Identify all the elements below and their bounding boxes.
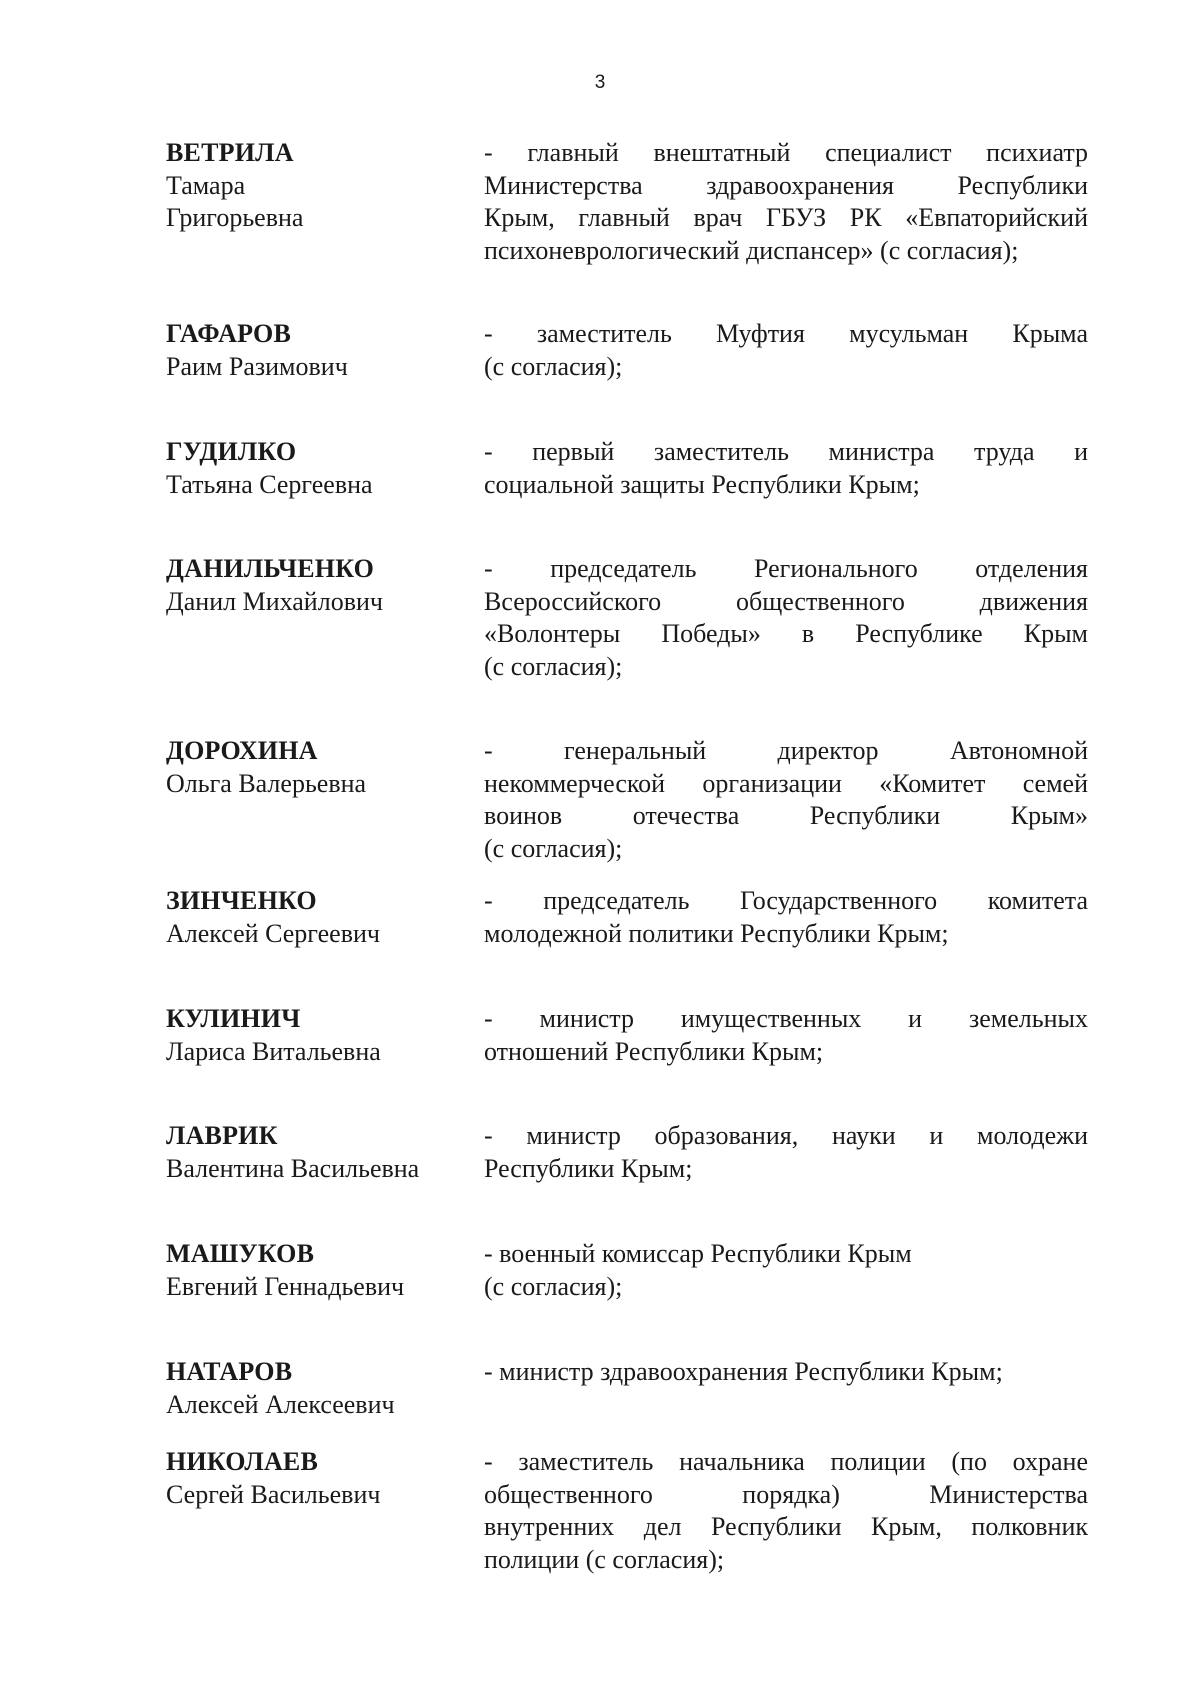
member-given-name: Раим Разимович — [166, 351, 348, 381]
member-name — [166, 137, 484, 267]
member-surname: ЗИНЧЕНКО — [166, 886, 317, 915]
member-entry — [166, 1446, 1096, 1576]
member-given-name: Ольга Валерьевна — [166, 768, 367, 798]
role-line: - председатель Регионального отделения — [484, 554, 1088, 583]
member-given-name: Алексей Алексеевич — [166, 1389, 395, 1419]
member-name — [166, 735, 484, 865]
role-line: - заместитель Муфтия мусульман Крыма — [484, 319, 1088, 348]
member-role — [484, 1120, 1088, 1185]
member-name — [166, 553, 484, 683]
role-line: молодежной политики Республики Крым; — [484, 918, 949, 948]
member-given-name: Сергей Васильевич — [166, 1479, 381, 1509]
role-line: внутренних дел Республики Крым, полковник — [484, 1512, 1088, 1541]
role-line: воинов отечества Республики Крым» — [484, 801, 1088, 830]
role-line: общественного порядка) Министерства — [484, 1479, 1088, 1509]
member-entry — [166, 1120, 1096, 1185]
member-role — [484, 137, 1088, 267]
member-surname: МАШУКОВ — [166, 1239, 315, 1268]
role-line: - главный внештатный специалист психиатр — [484, 138, 1088, 167]
member-surname: ДОРОХИНА — [166, 736, 318, 765]
member-role — [484, 1238, 1088, 1303]
member-given-name: Алексей Сергеевич — [166, 918, 380, 948]
role-line: психоневрологический диспансер» (с согласия); — [484, 235, 1019, 265]
member-role — [484, 735, 1088, 865]
role-line: - заместитель начальника полиции (по охране — [484, 1447, 1088, 1476]
member-entry — [166, 885, 1096, 950]
member-role — [484, 436, 1088, 501]
member-surname: НАТАРОВ — [166, 1357, 293, 1386]
role-line: Министерства здравоохранения Республики — [484, 170, 1088, 200]
member-given-name: Лариса Витальевна — [166, 1036, 381, 1066]
role-line: - министр имущественных и земельных — [484, 1004, 1088, 1033]
member-surname: ЛАВРИК — [166, 1121, 278, 1150]
role-line: отношений Республики Крым; — [484, 1036, 824, 1066]
member-name — [166, 1003, 484, 1068]
role-line: социальной защиты Республики Крым; — [484, 469, 920, 499]
member-name — [166, 1120, 484, 1185]
member-entry — [166, 735, 1096, 865]
member-patronymic: Григорьевна — [166, 203, 304, 232]
member-given-name: Данил Михайлович — [166, 586, 383, 616]
role-line: (с согласия); — [484, 351, 623, 381]
member-surname: ВЕТРИЛА — [166, 138, 294, 167]
member-given-name: Тамара — [166, 170, 246, 200]
member-surname: КУЛИНИЧ — [166, 1004, 301, 1033]
member-surname: ГУДИЛКО — [166, 437, 297, 466]
role-line: (с согласия); — [484, 651, 623, 681]
member-given-name: Валентина Васильевна — [166, 1153, 420, 1183]
member-given-name: Евгений Геннадьевич — [166, 1271, 405, 1301]
member-entry — [166, 1238, 1096, 1303]
member-surname: ГАФАРОВ — [166, 319, 292, 348]
member-surname: НИКОЛАЕВ — [166, 1447, 319, 1476]
member-role — [484, 1446, 1088, 1576]
member-given-name: Татьяна Сергеевна — [166, 469, 373, 499]
role-line: некоммерческой организации «Комитет семей — [484, 768, 1088, 798]
member-name — [166, 1356, 484, 1421]
member-entry — [166, 318, 1096, 383]
member-entry — [166, 553, 1096, 683]
member-name — [166, 885, 484, 950]
role-line: (с согласия); — [484, 833, 623, 863]
member-entry — [166, 137, 1096, 267]
page-number: 3 — [594, 72, 606, 93]
role-line: - первый заместитель министра труда и — [484, 437, 1088, 466]
role-line: Республики Крым; — [484, 1153, 693, 1183]
member-entry — [166, 1356, 1096, 1421]
member-surname: ДАНИЛЬЧЕНКО — [166, 554, 375, 583]
role-line: Крым, главный врач ГБУЗ РК «Евпаторийский — [484, 203, 1088, 232]
role-line: - военный комиссар Республики Крым — [484, 1239, 912, 1268]
member-name — [166, 318, 484, 383]
role-line: - министр здравоохранения Республики Крым; — [484, 1357, 1003, 1386]
member-name — [166, 436, 484, 501]
role-line: (с согласия); — [484, 1271, 623, 1301]
member-name — [166, 1446, 484, 1576]
role-line: - министр образования, науки и молодежи — [484, 1121, 1088, 1150]
role-line: Всероссийского общественного движения — [484, 586, 1088, 616]
role-line: полиции (с согласия); — [484, 1544, 725, 1574]
member-role — [484, 553, 1088, 683]
member-role — [484, 1356, 1088, 1421]
member-role — [484, 1003, 1088, 1068]
role-line: «Волонтеры Победы» в Республике Крым — [484, 619, 1088, 648]
member-entry — [166, 436, 1096, 501]
role-line: - генеральный директор Автономной — [484, 736, 1088, 765]
member-name — [166, 1238, 484, 1303]
member-role — [484, 318, 1088, 383]
role-line: - председатель Государственного комитета — [484, 886, 1088, 915]
member-entry — [166, 1003, 1096, 1068]
member-role — [484, 885, 1088, 950]
